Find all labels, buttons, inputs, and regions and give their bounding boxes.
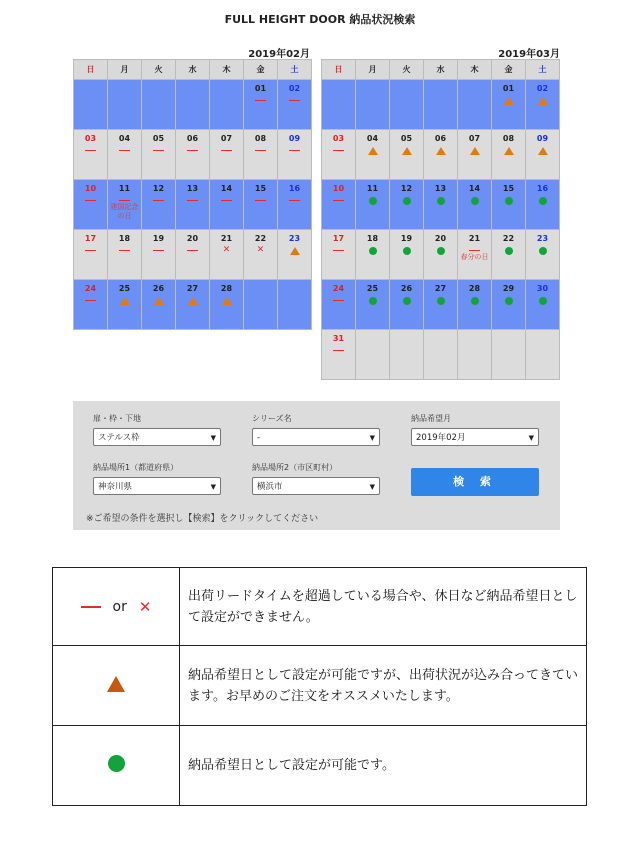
- weekday-header: [74, 60, 312, 80]
- calendar-day[interactable]: [278, 230, 312, 280]
- calendar-day-empty: [526, 330, 560, 380]
- weekday-label: 日: [74, 60, 108, 80]
- available-circle-icon: [505, 197, 513, 205]
- unavailable-dash-icon: [119, 250, 130, 251]
- calendar-day-empty: [176, 80, 210, 130]
- calendar-week: [322, 280, 560, 330]
- day-number: 21: [468, 234, 481, 243]
- calendar-day-empty: [458, 330, 492, 380]
- unavailable-dash-icon: [333, 150, 344, 151]
- calendar-day-empty: [244, 280, 278, 330]
- calendar-day[interactable]: [210, 180, 244, 230]
- calendar-day[interactable]: [176, 230, 210, 280]
- day-number: 05: [152, 134, 165, 143]
- day-number: 26: [400, 284, 413, 293]
- unavailable-dash-icon: [289, 150, 300, 151]
- busy-triangle-icon: [188, 297, 198, 305]
- calendar-day[interactable]: [322, 280, 356, 330]
- day-number: 03: [332, 134, 345, 143]
- calendar-month-label: 2019年02月: [248, 49, 310, 60]
- calendar-week: [74, 130, 312, 180]
- unavailable-dash-icon: [255, 200, 266, 201]
- busy-triangle-icon: [222, 297, 232, 305]
- day-number: 12: [400, 184, 413, 193]
- dropdown-arrow-icon: ▼: [369, 483, 375, 491]
- calendar-day[interactable]: [244, 80, 278, 130]
- weekday-label: 水: [176, 60, 210, 80]
- day-number: 25: [118, 284, 131, 293]
- calendar-day[interactable]: [526, 280, 560, 330]
- busy-triangle-icon: [436, 147, 446, 155]
- calendar-day[interactable]: [390, 180, 424, 230]
- day-number: 01: [502, 84, 515, 93]
- day-number: 08: [254, 134, 267, 143]
- calendar-day[interactable]: [74, 180, 108, 230]
- calendar-week: [322, 230, 560, 280]
- select-value: -: [257, 433, 261, 443]
- busy-triangle-icon: [120, 297, 130, 305]
- calendar-month-label: 2019年03月: [498, 49, 560, 60]
- field-label-prefecture: 納品場所1（都道府県）: [93, 463, 179, 472]
- available-circle-icon: [437, 247, 445, 255]
- calendar-day[interactable]: [492, 230, 526, 280]
- calendar-week: [74, 230, 312, 280]
- calendar-week: [322, 130, 560, 180]
- day-number: 23: [288, 234, 301, 243]
- unavailable-dash-icon: [221, 150, 232, 151]
- day-number: 06: [186, 134, 199, 143]
- dropdown-arrow-icon: ▼: [369, 434, 375, 442]
- calendar-week: [322, 80, 560, 130]
- calendar-day-empty: [322, 80, 356, 130]
- calendar-day[interactable]: [458, 130, 492, 180]
- calendar-day-empty: [424, 330, 458, 380]
- calendar-day[interactable]: [492, 180, 526, 230]
- unavailable-dash-icon: [469, 250, 480, 251]
- search-hint: ※ご希望の条件を選択し【検索】をクリックしてください: [86, 514, 319, 524]
- calendar-week: [322, 330, 560, 380]
- day-number: 22: [502, 234, 515, 243]
- day-number: 07: [468, 134, 481, 143]
- dash-icon: [81, 606, 101, 608]
- calendar-day[interactable]: [492, 80, 526, 130]
- unavailable-dash-icon: [85, 150, 96, 151]
- busy-triangle-icon: [402, 147, 412, 155]
- unavailable-dash-icon: [153, 200, 164, 201]
- calendar-day-empty: [492, 330, 526, 380]
- calendar-day[interactable]: [458, 180, 492, 230]
- day-number: 28: [468, 284, 481, 293]
- unavailable-cross-icon: ✕: [222, 245, 231, 255]
- available-circle-icon: [471, 197, 479, 205]
- search-panel: [73, 401, 560, 530]
- day-number: 10: [332, 184, 345, 193]
- unavailable-dash-icon: [153, 150, 164, 151]
- busy-triangle-icon: [154, 297, 164, 305]
- available-circle-icon: [369, 197, 377, 205]
- calendar-day[interactable]: [458, 230, 492, 280]
- day-number: 14: [220, 184, 233, 193]
- weekday-label: 月: [108, 60, 142, 80]
- calendar-day-empty: [356, 80, 390, 130]
- unavailable-dash-icon: [153, 250, 164, 251]
- day-number: 03: [84, 134, 97, 143]
- day-number: 10: [84, 184, 97, 193]
- busy-triangle-icon: [504, 97, 514, 105]
- legend-symbol-cell: [53, 646, 180, 726]
- calendar-day[interactable]: [424, 230, 458, 280]
- calendar-day-empty: [458, 80, 492, 130]
- day-number: 18: [366, 234, 379, 243]
- day-number: 13: [186, 184, 199, 193]
- busy-triangle-icon: [470, 147, 480, 155]
- unavailable-dash-icon: [289, 200, 300, 201]
- weekday-label: 木: [210, 60, 244, 80]
- weekday-label: 水: [424, 60, 458, 80]
- calendar-day[interactable]: [142, 180, 176, 230]
- available-circle-icon: [403, 247, 411, 255]
- weekday-label: 日: [322, 60, 356, 80]
- calendar-day-empty: [210, 80, 244, 130]
- calendar-day[interactable]: [458, 280, 492, 330]
- dropdown-arrow-icon: ▼: [210, 434, 216, 442]
- available-circle-icon: [505, 247, 513, 255]
- day-number: 26: [152, 284, 165, 293]
- day-number: 29: [502, 284, 515, 293]
- day-number: 06: [434, 134, 447, 143]
- field-label-delivery-month: 納品希望月: [411, 414, 451, 423]
- day-number: 27: [186, 284, 199, 293]
- weekday-label: 金: [492, 60, 526, 80]
- available-circle-icon: [369, 297, 377, 305]
- calendar-day[interactable]: [244, 130, 278, 180]
- select-door-frame[interactable]: [93, 428, 221, 446]
- calendar-day[interactable]: [526, 130, 560, 180]
- day-number: 30: [536, 284, 549, 293]
- unavailable-dash-icon: [187, 150, 198, 151]
- calendar-day[interactable]: [390, 230, 424, 280]
- dropdown-arrow-icon: ▼: [528, 434, 534, 442]
- calendar-day[interactable]: [322, 330, 356, 380]
- unavailable-dash-icon: [255, 150, 266, 151]
- field-label-series: シリーズ名: [252, 414, 292, 423]
- cross-icon: ✕: [138, 598, 152, 617]
- calendar-week: [74, 280, 312, 330]
- available-circle-icon: [539, 197, 547, 205]
- day-number: 24: [84, 284, 97, 293]
- calendar-day[interactable]: [390, 130, 424, 180]
- unavailable-cross-icon: ✕: [256, 245, 265, 255]
- busy-triangle-icon: [368, 147, 378, 155]
- calendar-day[interactable]: [356, 280, 390, 330]
- calendar-day[interactable]: [526, 230, 560, 280]
- legend-text: 出荷リードタイムを超過している場合や、休日など納品希望日として設定ができません。: [180, 568, 587, 646]
- calendar-day-empty: [74, 80, 108, 130]
- day-number: 11: [118, 184, 131, 193]
- unavailable-dash-icon: [333, 350, 344, 351]
- day-number: 09: [536, 134, 549, 143]
- unavailable-dash-icon: [255, 100, 266, 101]
- day-number: 02: [536, 84, 549, 93]
- calendar-day[interactable]: [210, 130, 244, 180]
- day-number: 08: [502, 134, 515, 143]
- calendar-day[interactable]: [278, 80, 312, 130]
- day-number: 21: [220, 234, 233, 243]
- select-value: ステルス枠: [98, 433, 140, 443]
- day-number: 01: [254, 84, 267, 93]
- day-number: 05: [400, 134, 413, 143]
- calendar-day[interactable]: [142, 130, 176, 180]
- weekday-label: 土: [278, 60, 312, 80]
- legend-row: [53, 646, 587, 726]
- weekday-label: 土: [526, 60, 560, 80]
- calendar-day[interactable]: [356, 230, 390, 280]
- calendar-day[interactable]: [74, 280, 108, 330]
- day-number: 20: [186, 234, 199, 243]
- legend-table: [52, 567, 587, 806]
- day-number: 16: [536, 184, 549, 193]
- unavailable-dash-icon: [187, 250, 198, 251]
- unavailable-dash-icon: [333, 300, 344, 301]
- legend-row: [53, 726, 587, 806]
- day-number: 15: [502, 184, 515, 193]
- legend-row: [53, 568, 587, 646]
- day-number: 15: [254, 184, 267, 193]
- day-number: 20: [434, 234, 447, 243]
- day-number: 25: [366, 284, 379, 293]
- available-circle-icon: [505, 297, 513, 305]
- day-number: 17: [332, 234, 345, 243]
- available-circle-icon: [471, 297, 479, 305]
- legend-symbol-cell: [53, 726, 180, 806]
- available-circle-icon: [403, 297, 411, 305]
- calendar-grid: [73, 59, 312, 330]
- calendar-day[interactable]: [492, 280, 526, 330]
- unavailable-dash-icon: [119, 150, 130, 151]
- calendar-day[interactable]: [278, 130, 312, 180]
- calendar-day-empty: [390, 80, 424, 130]
- day-number: 04: [118, 134, 131, 143]
- unavailable-dash-icon: [221, 200, 232, 201]
- day-number: 18: [118, 234, 131, 243]
- weekday-label: 火: [142, 60, 176, 80]
- weekday-label: 金: [244, 60, 278, 80]
- unavailable-dash-icon: [119, 200, 130, 201]
- field-label-door-frame: 扉・枠・下地: [93, 414, 141, 423]
- calendar-day[interactable]: [526, 80, 560, 130]
- available-circle-icon: [403, 197, 411, 205]
- day-number: 17: [84, 234, 97, 243]
- busy-triangle-icon: [504, 147, 514, 155]
- legend-symbol-cell: [53, 568, 180, 646]
- available-circle-icon: [437, 297, 445, 305]
- select-value: 横浜市: [257, 482, 283, 492]
- calendar-day[interactable]: [424, 180, 458, 230]
- field-label-city: 納品場所2（市区町村）: [252, 463, 338, 472]
- day-number: 28: [220, 284, 233, 293]
- legend-or-text: or: [112, 599, 127, 616]
- calendar-day[interactable]: [322, 130, 356, 180]
- unavailable-dash-icon: [85, 300, 96, 301]
- calendar-day-empty: [390, 330, 424, 380]
- unavailable-dash-icon: [85, 250, 96, 251]
- calendar-day-empty: [108, 80, 142, 130]
- calendar-day-empty: [356, 330, 390, 380]
- unavailable-dash-icon: [289, 100, 300, 101]
- search-button[interactable]: 検 索: [411, 468, 539, 496]
- available-circle-icon: [539, 247, 547, 255]
- calendar-day[interactable]: [424, 280, 458, 330]
- day-number: 31: [332, 334, 345, 343]
- busy-triangle-icon: [538, 147, 548, 155]
- unavailable-dash-icon: [333, 200, 344, 201]
- calendar-grid: [321, 59, 560, 380]
- day-number: 12: [152, 184, 165, 193]
- calendar-day[interactable]: [108, 180, 142, 230]
- calendar-day[interactable]: [356, 130, 390, 180]
- select-value: 神奈川県: [98, 482, 133, 492]
- triangle-icon: [107, 676, 125, 692]
- calendar-day[interactable]: [390, 280, 424, 330]
- weekday-label: 火: [390, 60, 424, 80]
- calendar-day[interactable]: [278, 180, 312, 230]
- select-prefecture[interactable]: [93, 477, 221, 495]
- calendar-day[interactable]: [244, 180, 278, 230]
- calendar-week: [74, 80, 312, 130]
- legend-text: 納品希望日として設定が可能です。: [180, 726, 587, 806]
- day-number: 02: [288, 84, 301, 93]
- circle-icon: [108, 755, 125, 772]
- calendar-day[interactable]: [108, 280, 142, 330]
- calendar-day[interactable]: [356, 180, 390, 230]
- select-city[interactable]: [252, 477, 380, 495]
- calendar-day[interactable]: [176, 130, 210, 180]
- weekday-label: 木: [458, 60, 492, 80]
- available-circle-icon: [539, 297, 547, 305]
- unavailable-dash-icon: [333, 250, 344, 251]
- day-number: 04: [366, 134, 379, 143]
- busy-triangle-icon: [538, 97, 548, 105]
- day-number: 07: [220, 134, 233, 143]
- page-title: FULL HEIGHT DOOR 納品状況検索: [224, 13, 416, 26]
- day-number: 27: [434, 284, 447, 293]
- holiday-note: 春分の日: [460, 253, 489, 261]
- calendar-day[interactable]: [322, 230, 356, 280]
- available-circle-icon: [369, 247, 377, 255]
- unavailable-dash-icon: [187, 200, 198, 201]
- day-number: 19: [400, 234, 413, 243]
- calendar-day[interactable]: [74, 130, 108, 180]
- dropdown-arrow-icon: ▼: [210, 483, 216, 491]
- calendar-day[interactable]: [210, 280, 244, 330]
- calendar-week: [322, 180, 560, 230]
- weekday-header: [322, 60, 560, 80]
- select-value: 2019年02月: [416, 433, 466, 443]
- calendar-day-empty: [142, 80, 176, 130]
- day-number: 16: [288, 184, 301, 193]
- calendar-day[interactable]: [142, 230, 176, 280]
- unavailable-dash-icon: [85, 200, 96, 201]
- available-circle-icon: [437, 197, 445, 205]
- busy-triangle-icon: [290, 247, 300, 255]
- calendar-day[interactable]: [526, 180, 560, 230]
- calendar-day[interactable]: [210, 230, 244, 280]
- day-number: 11: [366, 184, 379, 193]
- holiday-note: 建国記念の日: [110, 203, 139, 220]
- day-number: 22: [254, 234, 267, 243]
- select-series[interactable]: [252, 428, 380, 446]
- calendar-day[interactable]: [322, 180, 356, 230]
- weekday-label: 月: [356, 60, 390, 80]
- calendar-day[interactable]: [108, 130, 142, 180]
- calendar-day[interactable]: [74, 230, 108, 280]
- day-number: 23: [536, 234, 549, 243]
- calendar-day[interactable]: [424, 130, 458, 180]
- legend-text: 納品希望日として設定が可能ですが、出荷状況が込み合ってきています。お早めのご注文をオススメいたします。: [180, 646, 587, 726]
- calendar-day[interactable]: [176, 180, 210, 230]
- calendar-week: [74, 180, 312, 230]
- calendar-day[interactable]: [176, 280, 210, 330]
- calendar-day[interactable]: [492, 130, 526, 180]
- calendar-day[interactable]: [244, 230, 278, 280]
- day-number: 19: [152, 234, 165, 243]
- day-number: 24: [332, 284, 345, 293]
- day-number: 09: [288, 134, 301, 143]
- calendar-day-empty: [424, 80, 458, 130]
- calendar-day-empty: [278, 280, 312, 330]
- select-delivery-month[interactable]: [411, 428, 539, 446]
- calendar-day[interactable]: [142, 280, 176, 330]
- day-number: 14: [468, 184, 481, 193]
- calendar-day[interactable]: [108, 230, 142, 280]
- day-number: 13: [434, 184, 447, 193]
